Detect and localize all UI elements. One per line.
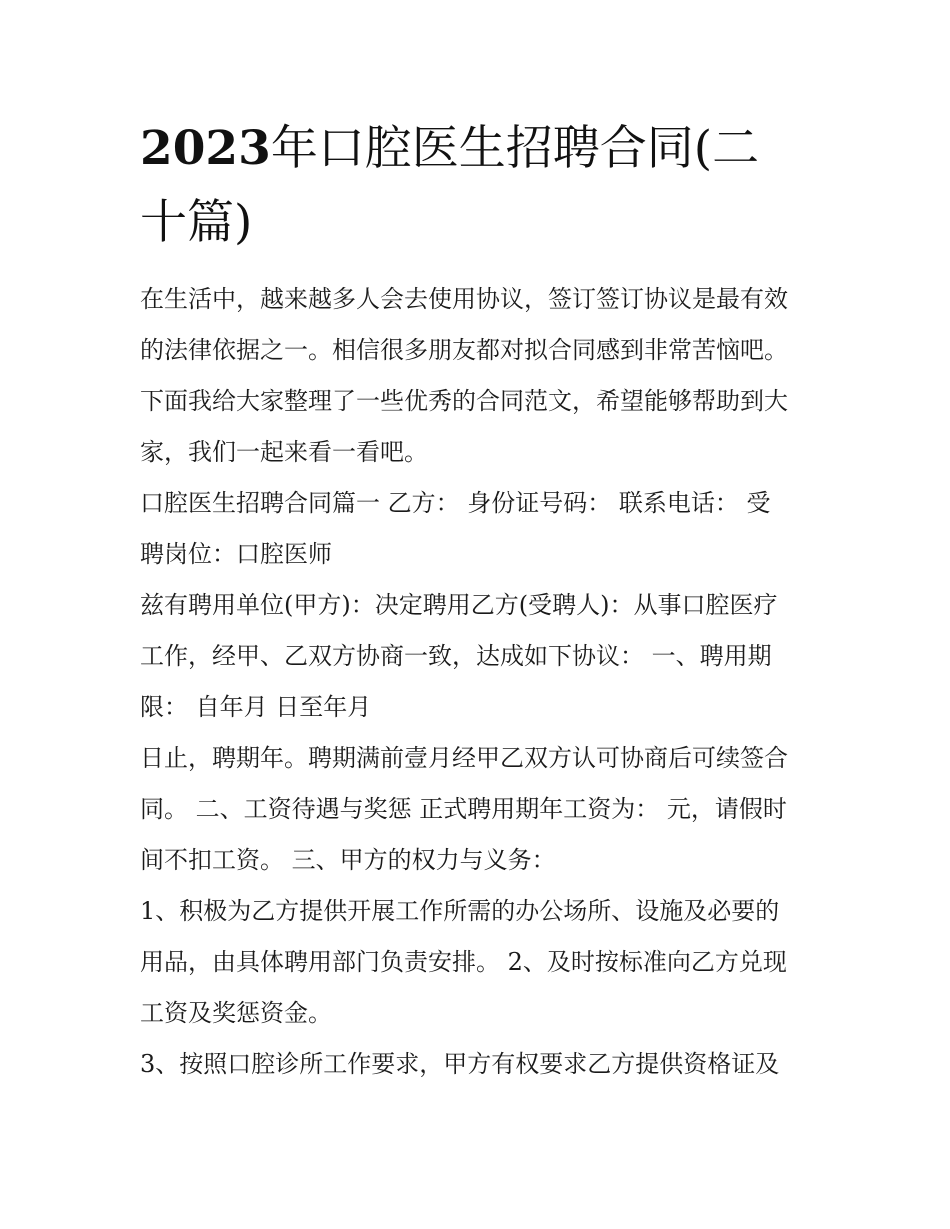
text-line: 聘岗位：口腔医师 (140, 540, 332, 568)
text-line: 工作，经甲、乙双方协商一致，达成如下协议： 一、聘用期 (140, 642, 772, 670)
document-title (140, 112, 820, 260)
text-line: 兹有聘用单位(甲方)：决定聘用乙方(受聘人)：从事口腔医疗 (140, 591, 778, 619)
text-line: 口腔医生招聘合同篇一 乙方： 身份证号码： 联系电话： 受 (140, 489, 771, 517)
document-body (140, 274, 820, 1090)
text-line: 的法律依据之一。相信很多朋友都对拟合同感到非常苦恼吧。 (140, 336, 788, 364)
text-line: 3、按照口腔诊所工作要求，甲方有权要求乙方提供资格证及 (140, 1050, 780, 1078)
text-line: 同。 二、工资待遇与奖惩 正式聘用期年工资为： 元，请假时 (140, 795, 787, 823)
text-line: 间不扣工资。 三、甲方的权力与义务： (140, 846, 556, 874)
text-line: 家，我们一起来看一看吧。 (140, 438, 428, 466)
text-line: 1、积极为乙方提供开展工作所需的办公场所、设施及必要的 (140, 897, 780, 925)
text-line: 日止，聘期年。聘期满前壹月经甲乙双方认可协商后可续签合 (140, 744, 788, 772)
title-line1-text: 年口腔医生招聘合同(二 (270, 121, 760, 176)
text-line: 在生活中，越来越多人会去使用协议，签订签订协议是最有效 (140, 285, 788, 313)
text-line: 下面我给大家整理了一些优秀的合同范文，希望能够帮助到大 (140, 387, 788, 415)
title-year: 2023 (140, 121, 271, 176)
text-line: 限： 自年月 日至年月 (140, 693, 372, 721)
title-line2-text: 十篇) (140, 195, 253, 250)
text-line: 工资及奖惩资金。 (140, 999, 332, 1027)
text-line: 用品，由具体聘用部门负责安排。 2、及时按标准向乙方兑现 (140, 948, 787, 976)
